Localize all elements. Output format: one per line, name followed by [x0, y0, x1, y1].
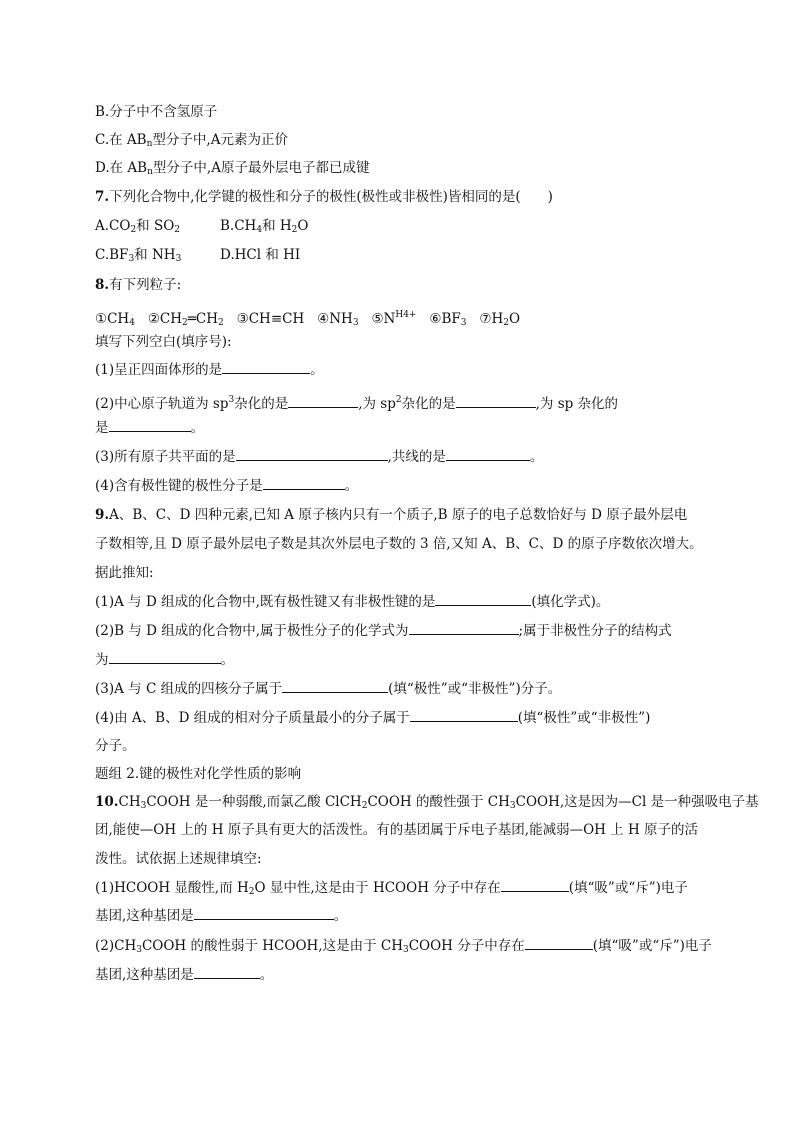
answer-blank[interactable] — [194, 906, 334, 920]
q10-stem-line1: $10.CH_3COOH$ 是一种弱酸,而氯乙酸 ClCH$_2$COOH 的酸性强于 $CH_3COOH$,这是因为—Cl 是一种强吸电子基 — [95, 794, 759, 811]
q8-sub1: (1)呈正四面体形的是 。 — [95, 362, 324, 378]
q8-particles: $①CH_4$ $②CH_2═CH_2$ ③CH≡CH $④NH_3$ $⑤N^{H4+}$ $⑥BF_3$ $⑦H_2O$ — [95, 310, 521, 328]
q6-option-b: B.分子中不含氢原子 — [95, 104, 218, 120]
q8-fill-instruction: 填写下列空白(填序号): — [95, 334, 232, 350]
q9-sub4-cont: 分子。 — [95, 738, 136, 754]
q9-stem-line1: 9.A、B、C、D 四种元素,已知 A 原子核内只有一个质子,B 原子的电子总数恰好与 D 原子最外层电 — [95, 507, 688, 523]
q9-sub2-cont: 为 。 — [95, 652, 234, 668]
q9-sub1: (1)A 与 D 组成的化合物中,既有极性键又有非极性键的是 (填化学式)。 — [95, 594, 610, 610]
q8-sub2-cont: 是 。 — [95, 420, 204, 436]
q7-option-c: $C.BF_3$和 $NH_3$ — [95, 247, 182, 264]
q10-sub2: $(2)CH_3COOH$ 的酸性弱于 HCOOH,这是由于 $CH_3COOH$ 分子中存在 (填“吸”或“斥”)电子 — [95, 938, 712, 955]
answer-blank[interactable] — [525, 936, 593, 950]
q10-sub2-cont: 基团,这种基团是 。 — [95, 967, 274, 983]
section-heading: 题组 2.键的极性对化学性质的影响 — [95, 766, 302, 782]
answer-blank[interactable] — [409, 621, 519, 635]
q7-option-a: $A.CO_2$和 $SO_2$ — [95, 218, 181, 235]
answer-blank[interactable] — [236, 447, 388, 461]
answer-blank[interactable] — [435, 592, 531, 606]
q7-option-d: D.HCl 和 HI — [220, 247, 301, 263]
q6-option-d: D.在 $AB_n$型分子中,A原子最外层电子都已成键 — [95, 160, 370, 177]
answer-blank[interactable] — [194, 965, 260, 979]
q6-option-c: C.在 $AB_n$型分子中,A元素为正价 — [95, 132, 288, 149]
answer-blank[interactable] — [446, 447, 530, 461]
answer-blank[interactable] — [109, 650, 221, 664]
q9-stem-line2: 子数相等,且 D 原子最外层电子数是其次外层电子数的 3 倍,又知 A、B、C、D 的原子序数依次增大。 — [95, 536, 703, 552]
q8-stem: 8.有下列粒子: — [95, 277, 182, 293]
q8-sub3: (3)所有原子共平面的是 ,共线的是 。 — [95, 449, 544, 465]
q7-options-row2 — [95, 245, 301, 269]
answer-blank[interactable] — [263, 476, 345, 490]
q10-stem-line3: 泼性。试依据上述规律填空: — [95, 851, 262, 867]
q9-stem-line3: 据此推知: — [95, 565, 154, 581]
q8-sub4: (4)含有极性键的极性分子是 。 — [95, 478, 359, 494]
q10-stem-line2: 团,能使—OH 上的 H 原子具有更大的活泼性。有的基团属于斥电子基团,能减弱—OH 上 H 原子的活 — [95, 822, 699, 838]
answer-blank[interactable] — [456, 394, 536, 408]
answer-blank[interactable] — [288, 394, 358, 408]
q7-stem: 7.下列化合物中,化学键的极性和分子的极性(极性或非极性)皆相同的是( ) — [95, 189, 553, 205]
answer-blank[interactable] — [222, 360, 310, 374]
answer-blank[interactable] — [282, 679, 388, 693]
q9-sub2: (2)B 与 D 组成的化合物中,属于极性分子的化学式为 ;属于非极性分子的结构式 — [95, 623, 672, 639]
answer-blank[interactable] — [410, 708, 518, 722]
q10-sub1: (1)HCOOH 显酸性,而 $H_2O$ 显中性,这是由于 HCOOH 分子中存在 (填“吸”或“斥”)电子 — [95, 880, 688, 897]
q7-options-row1 — [95, 216, 309, 240]
q7-option-b: $B.CH_4$和 $H_2O$ — [220, 218, 309, 235]
q8-sub2: (2)中心原子轨道为 $sp^3$杂化的是 ,为 $sp^2$杂化的是 ,为 sp 杂化的 — [95, 395, 619, 412]
q10-sub1-cont: 基团,这种基团是 。 — [95, 908, 348, 924]
answer-blank[interactable] — [109, 418, 191, 432]
answer-blank[interactable] — [501, 878, 569, 892]
q9-sub3: (3)A 与 C 组成的四核分子属于 (填“极性”或“非极性”)分子。 — [95, 681, 562, 697]
q9-sub4: (4)由 A、B、D 组成的相对分子质量最小的分子属于 (填“极性”或“非极性”) — [95, 710, 651, 726]
